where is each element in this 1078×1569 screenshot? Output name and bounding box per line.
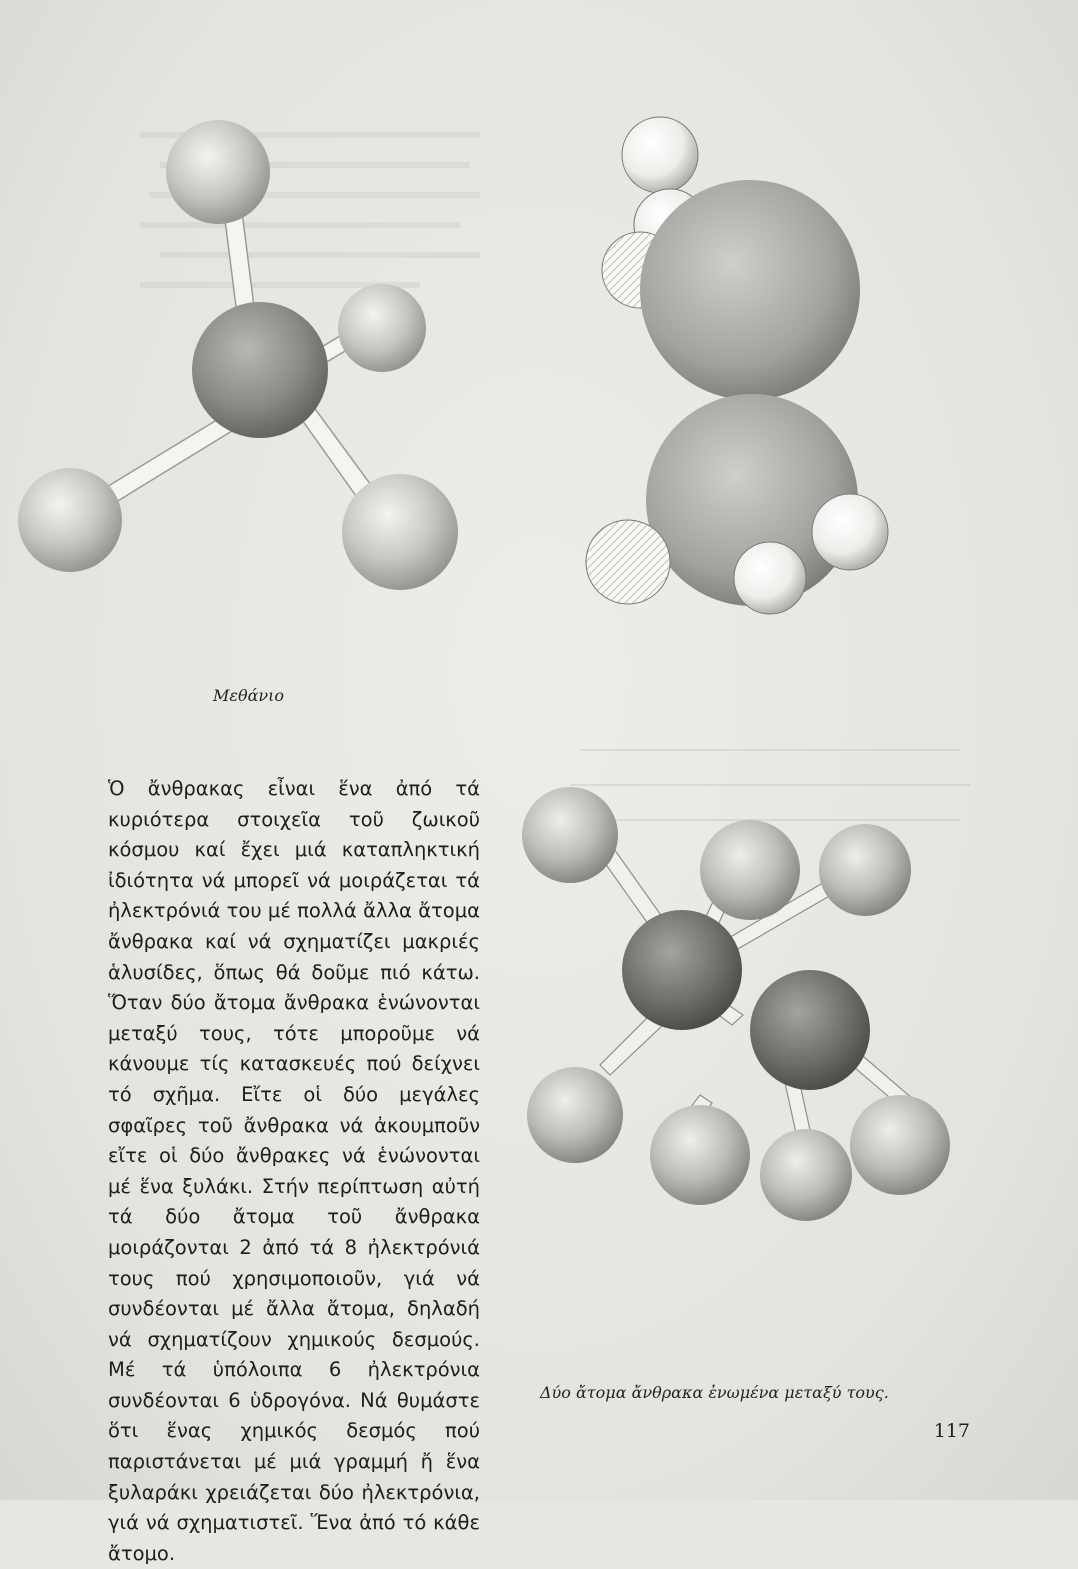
methane-caption: Μεθάνιο: [213, 686, 285, 705]
lower-hydrogen-bottom: [734, 542, 806, 614]
two-carbons-caption: Δύο ἄτομα ἄνθρακα ἑνωμένα μεταξύ τους.: [540, 1383, 889, 1402]
methane-hydrogen-top: [166, 120, 270, 224]
ethane-space-filling-figure: [560, 100, 940, 630]
page-number: 117: [933, 1420, 970, 1442]
ethane-carbon-right: [750, 970, 870, 1090]
ethane-hydrogen-lower: [760, 1129, 852, 1221]
ethane-ball-stick-figure: [500, 775, 960, 1375]
methane-carbon: [192, 302, 328, 438]
lower-hydrogen-left: [586, 520, 670, 604]
methane-hydrogen-bottom-right: [342, 474, 458, 590]
methane-hydrogen-right: [338, 284, 426, 372]
methane-hydrogen-left: [18, 468, 122, 572]
ethane-hydrogen-bottom-left: [527, 1067, 623, 1163]
body-paragraph: Ὁ ἄνθρακας εἶναι ἕνα ἀπό τά κυριότερα στοιχεῖα τοῦ ζωικοῦ κόσμου καί ἔχει μιά καταπληκτική ἰδιότητα νά μπορεῖ νά μοιράζεται τά ἠλεκτρόνιά του μέ πολλά ἄλλα ἄτομα ἄνθρακα καί νά σχηματίζει μακριές ἁλυσίδες, ὅπως θά δοῦμε πιό κάτω. Ὅταν δύο ἄτομα ἄνθρακα ἑνώνονται μεταξύ τους, τότε μποροῦμε νά κάνουμε τίς κατασκευές πού δείχνει τό σχῆμα. Εἴτε οἱ δύο μεγάλες σφαῖρες τοῦ ἄνθρακα νά ἀκουμποῦν εἴτε οἱ δύο ἄνθρακες νά ἑνώνονται μέ ἕνα ξυλάκι. Στήν περίπτωση αὐτή τά δύο ἄτομα τοῦ ἄνθρακα μοιράζονται 2 ἀπό τά 8 ἠλεκτρόνιά τους πού χρησιμοποιοῦν, γιά νά συνδέονται μέ ἄλλα ἄτομα, δηλαδή νά σχηματίζουν χημικούς δεσμούς. Μέ τά ὑπόλοιπα 6 ἠλεκτρόνια συνδέονται 6 ὑδρογόνα. Νά θυμάστε ὅτι ἕνας χημικός δεσμός πού παριστάνεται μέ μιά γραμμή ἤ ἕνα ξυλαράκι χρειάζεται δύο ἠλεκτρόνια, γιά νά σχηματιστεῖ. Ἕνα ἀπό τό κάθε ἄτομο.: [108, 777, 480, 1565]
ethane-hydrogen-bottom-middle: [650, 1105, 750, 1205]
lower-hydrogen-right: [812, 494, 888, 570]
ethane-hydrogen-bottom-right: [850, 1095, 950, 1195]
ethane-hydrogen-top-middle: [700, 820, 800, 920]
ethane-hydrogen-top-right: [819, 824, 911, 916]
methane-model-figure: [10, 120, 490, 640]
ethane-carbon-left: [622, 910, 742, 1030]
ethane-hydrogen-top-left: [522, 787, 618, 883]
upper-hydrogen-top: [622, 117, 698, 193]
upper-carbon: [640, 180, 860, 400]
